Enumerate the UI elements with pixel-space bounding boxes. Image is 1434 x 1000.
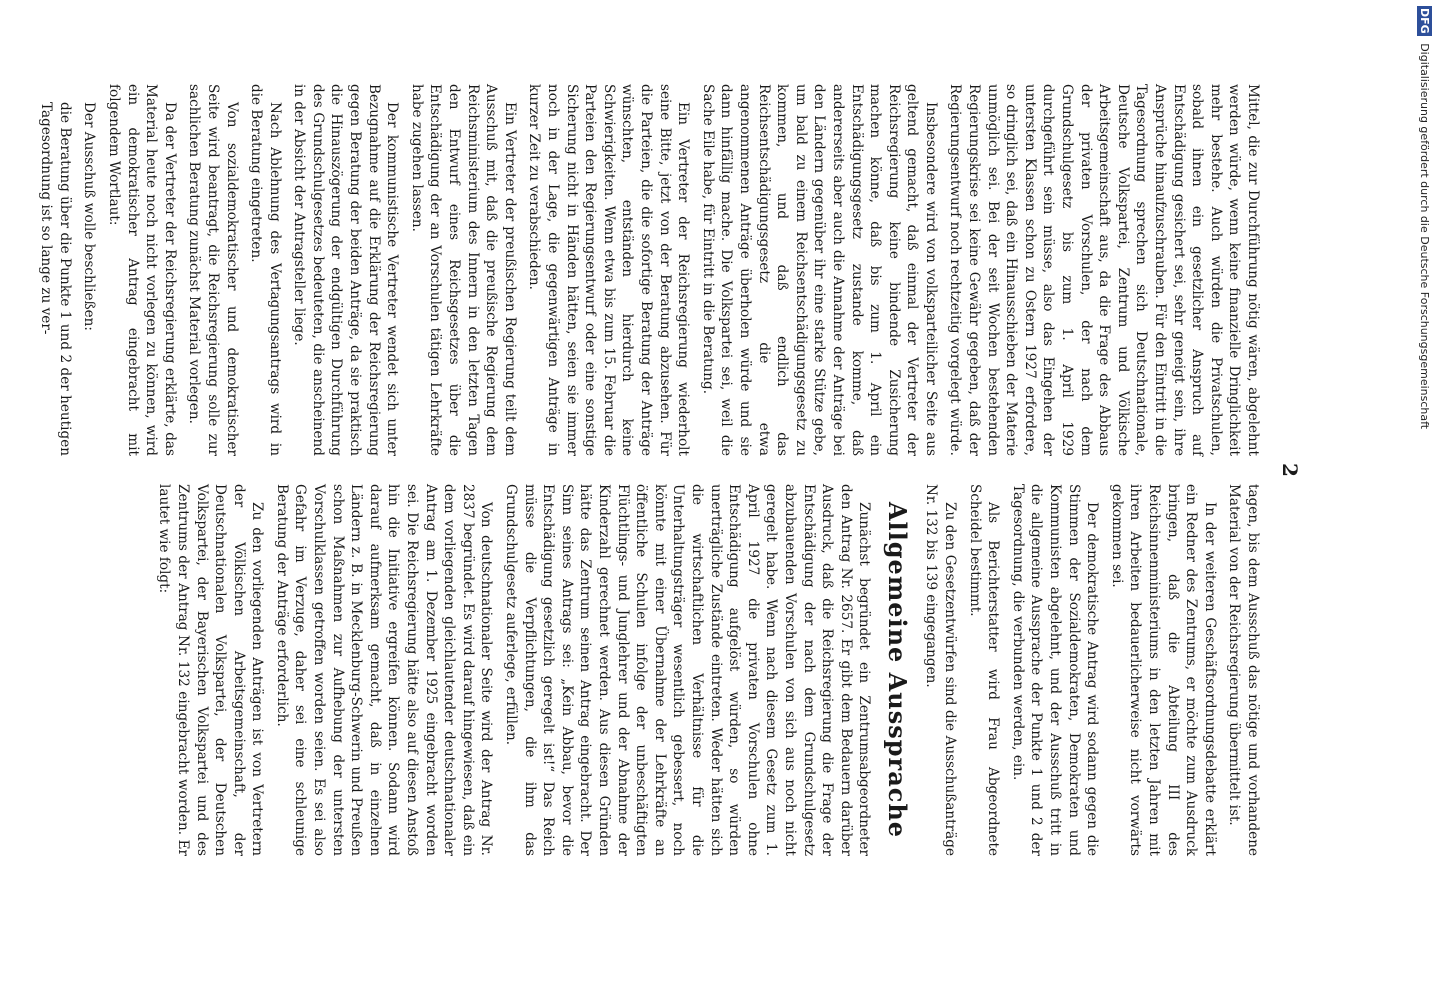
digitization-credit (1417, 6, 1432, 429)
paragraph: Zunächst begründet ein Zentrumsabgeordneter den Antrag Nr. 2657. Er gibt dem Bedauern darüber Ausdruck, daß die Reichsregierung die Frage der Entschädigung der nach dem Grundschulgesetz abzubauenden Vorschulen von sich aus noch nicht geregelt habe. Wenn nach diesem Gesetz zum 1. April 1927 die privaten Vorschulen ohne Entschädigung aufgelöst würden, so würden unerträgliche Zustände eintreten. Weder hätten sich die wirtschaftlichen Verhältnisse für die Unterhaltungsträger wesentlich gebessert, noch könnte mit einer Übernahme der Lehrkräfte an öffentliche Schulen infolge der unbeschäftigten Flüchtlings- und Junglehrer und der Abnahme der Kinderzahl gerechnet werden. Aus diesen Gründen hätte das Zentrum seinen Antrag eingebracht. Der Sinn seines Antrags sei: „Kein Abbau, bevor die Entschädigung gesetzlich geregelt ist!“ Das Reich müsse die Verpflichtungen, die ihm das Grundschulgesetz auferlege, erfüllen. (503, 484, 873, 856)
paragraph: Ein Vertreter der preußischen Regierung teilt dem Ausschuß mit, daß die preußische Regierung dem Reichsministerium des Innern in den letzten Tagen den Entwurf eines Reichsgesetzes über die Entschädigung der an Vorschulen tätigen Lehrkräfte habe zugehen lassen. (408, 84, 518, 456)
dfg-logo: DFG (1418, 8, 1431, 34)
paragraph: Zu den vorliegenden Anträgen ist von Vertretern der Völkischen Arbeitsgemeinschaft, der Deutschnationalen Volkspartei, der Deutschen Volkspartei, der Bayerischen Volkspartei und des Zentrums der Antrag Nr. 132 eingebracht worden. Er lautet wie folgt: (156, 484, 266, 856)
paragraph: Als Berichterstatter wird Frau Abgeordnete Scheidel bestimmt. (966, 484, 1002, 856)
paragraph: Zu den Gesetzentwürfen sind die Ausschußanträge Nr. 132 bis 139 eingegangen. (923, 484, 959, 856)
paragraph: Ein Vertreter der Reichsregierung wiederholt seine Bitte, jetzt von der Beratung abzusehen. Für die Parteien, die die sofortige Beratung der Anträge wünschten, entständen hierdurch keine Schwierigkeiten. Wenn etwa bis zum 15. Februar die Parteien den Regierungsentwurf oder eine sonstige Sicherung nicht in Händen hätten, seien sie immer noch in der Lage, die gegenwärtigen Anträge in kurzer Zeit zu verabschieden. (526, 84, 692, 456)
paragraph: In der weiteren Geschäftsordnungsdebatte erklärt ein Redner des Zentrums, er möchte zum Ausdruck bringen, daß die Abteilung III des Reichsinnenministeriums in den letzten Jahren mit ihren Arbeiten bedauerlicherweise nicht vorwärts gekommen sei. (1108, 484, 1218, 856)
credit-text: Digitalisierung gefördert durch die Deutsche Forschungsgemeinschaft (1418, 43, 1431, 430)
paragraph: Der demokratische Antrag wird sodann gegen die Stimmen der Sozialdemokraten, Demokraten und Kommunisten abgelehnt, und der Ausschuß tritt in die allgemeine Aussprache der Punkte 1 und 2 der Tagesordnung, die verbunden werden, ein. (1009, 484, 1101, 856)
paragraph: Insbesondere wird von volksparteilicher Seite aus geltend gemacht, daß einmal der Vertreter der Reichsregierung keine bindende Zusicherung machen könne, daß bis zum 1. April ein Entschädigungsgesetz zustande komme, daß andererseits aber auch die Annahme der Anträge bei den Ländern gegenüber ihr eine starke Stütze gebe, um bald zu einem Reichsentschädigungsgesetz zu kommen, und daß endlich das Reichsentschädigungsgesetz die etwa angenommenen Anträge überholen würde und sie dann hinfällig mache. Die Volkspartei sei, weil die Sache Eile habe, für Eintritt in die Beratung. (699, 84, 939, 456)
page-number: 2 (1278, 463, 1302, 477)
paragraph: Mittel, die zur Durchführung nötig wären, abgelehnt werden würde, wenn keine finanzielle Dringlichkeit mehr bestehe. Auch würden die Privatschulen, sobald ihnen ein gesetzlicher Anspruch auf Entschädigung gesichert sei, sehr geneigt sein, ihre Ansprüche hinaufzuschrauben. Für den Eintritt in die Tagesordnung sprechen sich Deutschnationale, Deutsche Volkspartei, Zentrum und Völkische Arbeitsgemeinschaft aus, da die Frage des Abbaus der privaten Vorschulen, der nach dem Grundschulgesetz bis zum 1. April 1929 durchgeführt sein müsse, also das Eingehen der untersten Klassen schon zu Ostern 1927 erfordere, so dringlich sei, daß ein Hinausschieben der Materie unmöglich sei. Bei der seit Wochen bestehenden Regierungskrise sei keine Gewähr gegeben, daß der Regierungsentwurf noch rechtzeitig vorgelegt würde. (947, 84, 1261, 456)
paragraph: die Beratung über die Punkte 1 und 2 der heutigen Tagesordnung ist so lange zu ver- (38, 102, 73, 456)
left-column (31, 84, 1262, 456)
rotated-document-page (38, 70, 1312, 870)
paragraph: Der kommunistische Vertreter wendet sich unter Bezugnahme auf die Erklärung der Reichsregierung gegen Beratung der beiden Anträge, da sie praktisch die Hinauszögerung der endgültigen Durchführung des Grundschulgesetzes bedeuteten, die anscheinend in der Absicht der Antragsteller liege. (291, 84, 401, 456)
paragraph: tagen, bis dem Ausschuß das nötige und vorhandene Material von der Reichsregierung übermittelt ist. (1226, 484, 1261, 856)
paragraph: Der Ausschuß wolle beschließen: (81, 102, 98, 331)
paragraph: Von sozialdemokratischer und demokratischer Seite wird beantragt, die Reichsregierung solle zur sachlichen Beratung zunächst Material vorlegen. (186, 84, 240, 456)
section-heading: Allgemeine Aussprache (882, 501, 912, 839)
paragraph: Nach Ablehnung des Vertagungsantrags wird in die Beratung eingetreten. (248, 84, 283, 456)
right-column (149, 484, 1262, 856)
paragraph: Da der Vertreter der Reichsregierung erklärte, das Material heute noch nicht vorlegen zu können, wird ein demokratischer Antrag eingebracht mit folgendem Wortlaut: (105, 84, 178, 456)
paragraph: Von deutschnationaler Seite wird der Antrag Nr. 2837 begründet. Es wird darauf hingewiesen, daß ein dem vorliegenden gleichlautender deutschnationaler Antrag am 1. Dezember 1925 eingebracht worden sei. Die Reichsregierung hätte also auf diesen Anstoß hin die Initiative ergreifen können. Sodann wird darauf aufmerksam gemacht, daß in einzelnen Ländern z. B. in Mecklenburg-Schwerin und Preußen schon Maßnahmen zur Aufhebung der untersten Vorschulklassen getroffen worden seien. Es sei also Gefahr im Verzuge, daher sei eine schleunige Beratung der Anträge erforderlich. (273, 484, 495, 856)
